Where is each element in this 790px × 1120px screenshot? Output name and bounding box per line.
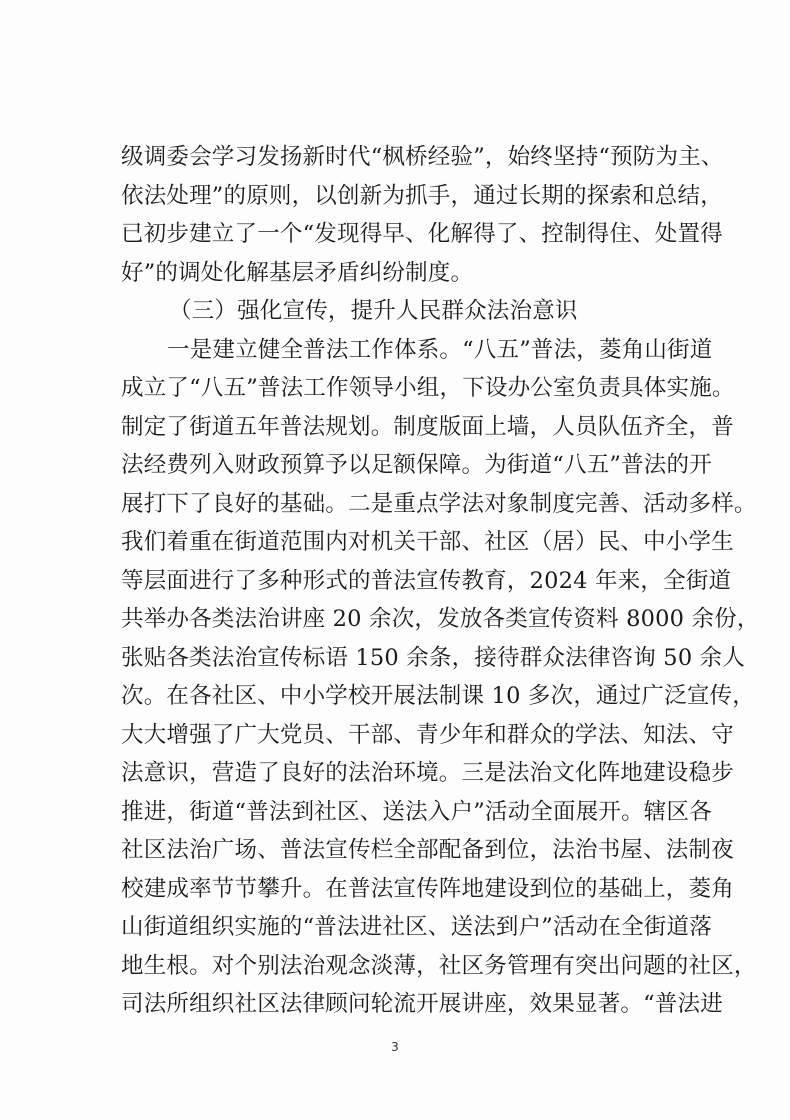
paragraph-first-line: 一是建立健全普法工作体系。“八五”普法，菱角山街道	[167, 336, 713, 363]
body-line-11: 我们着重在街道范围内对机关干部、社区（居）民、中小学生	[121, 529, 734, 555]
body-line-9: 法经费列入财政预算予以足额保障。为街道“八五”普法的开	[121, 452, 712, 478]
body-line-1: 级调委会学习发扬新时代“枫桥经验”，始终坚持“预防为主、	[121, 144, 724, 170]
body-line-15: 次。在各社区、中小学校开展法制课 10 多次，通过广泛宣传，	[121, 683, 755, 709]
body-line-17: 法意识，营造了良好的法治环境。三是法治文化阵地建设稳步	[121, 760, 734, 786]
body-line-2: 依法处理”的原则，以创新为抓手，通过长期的探索和总结，	[121, 182, 723, 209]
body-line-16: 大大增强了广大党员、干部、青少年和群众的学法、知法、守	[121, 721, 734, 748]
body-line-14: 张贴各类法治宣传标语 150 余条，接待群众法律咨询 50 余人	[121, 644, 746, 671]
body-line-12: 等层面进行了多种形式的普法宣传教育，2024 年来，全街道	[121, 567, 732, 594]
page-number: 3	[391, 1040, 399, 1054]
body-line-22: 地生根。对个别法治观念淡薄，社区务管理有突出问题的社区，	[121, 952, 757, 979]
body-line-7: 成立了“八五”普法工作领导小组，下设办公室负责具体实施。	[121, 375, 735, 401]
body-line-18: 推进，街道“普法到社区、送法入户”活动全面展开。辖区各	[121, 798, 712, 825]
body-line-21: 山街道组织实施的“普法进社区、送法到户”活动在全街道落	[121, 914, 712, 940]
body-line-4: 好”的调处化解基层矛盾纠纷制度。	[121, 259, 474, 286]
body-line-10: 展打下了良好的基础。二是重点学法对象制度完善、活动多样。	[121, 490, 757, 517]
body-line-3: 已初步建立了一个“发现得早、化解得了、控制得住、处置得	[121, 221, 723, 247]
body-line-20: 校建成率节节攀升。在普法宣传阵地建设到位的基础上，菱角	[121, 875, 734, 902]
document-body	[121, 138, 760, 1024]
body-line-19: 社区法治广场、普法宣传栏全部配备到位，法治书屋、法制夜	[121, 837, 734, 863]
section-heading: （三）强化宣传，提升人民群众法治意识	[169, 298, 578, 324]
body-line-8: 制定了街道五年普法规划。制度版面上墙，人员队伍齐全，普	[121, 413, 734, 440]
body-line-23: 司法所组织社区法律顾问轮流开展讲座，效果显著。“普法进	[121, 991, 723, 1017]
body-line-13: 共举办各类法治讲座 20 余次，发放各类宣传资料 8000 余份，	[121, 606, 760, 632]
